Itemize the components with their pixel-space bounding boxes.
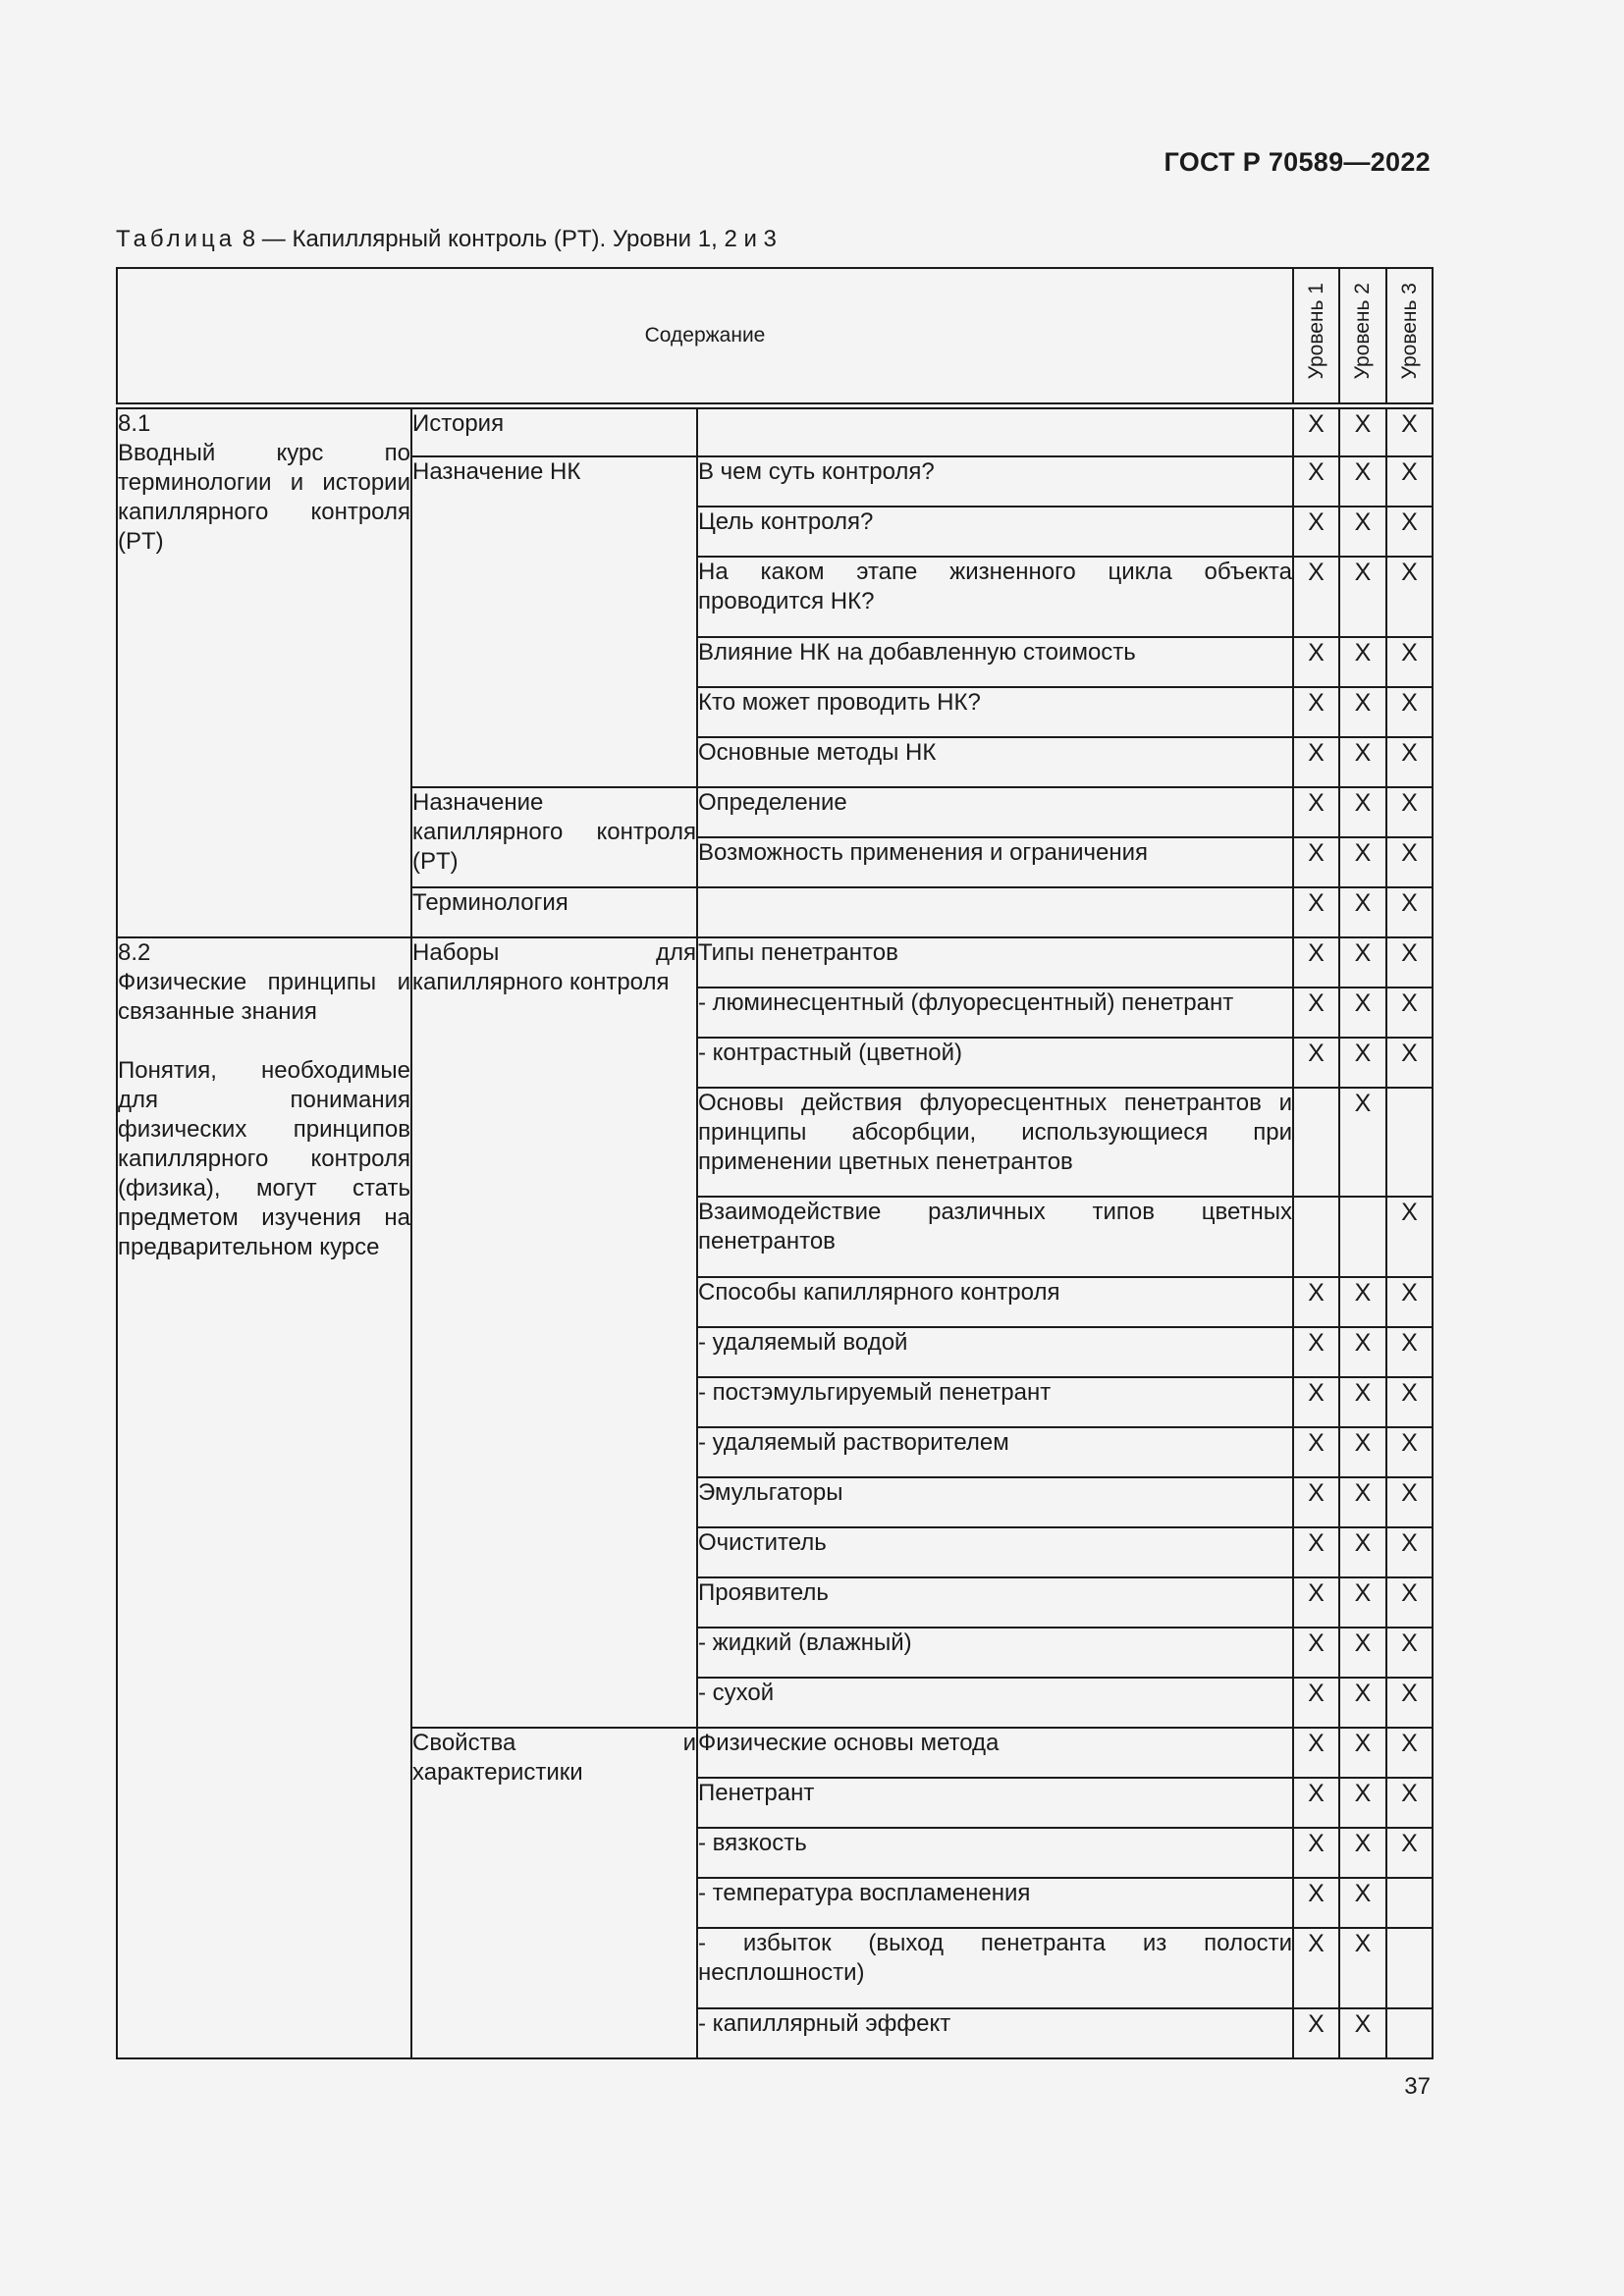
subtopic-cell: Пенетрант bbox=[697, 1778, 1293, 1828]
level-2-mark: X bbox=[1339, 1628, 1386, 1678]
level-1-mark: X bbox=[1293, 1277, 1339, 1327]
level-1-mark: X bbox=[1293, 1928, 1339, 2008]
table-row bbox=[117, 406, 1433, 456]
level-3-mark: X bbox=[1386, 637, 1433, 687]
level-1-mark: X bbox=[1293, 1577, 1339, 1628]
level-2-mark: X bbox=[1339, 1477, 1386, 1527]
subtopic-cell: Возможность применения и ограничения bbox=[697, 837, 1293, 887]
level-1-mark bbox=[1293, 1197, 1339, 1277]
level-3-mark bbox=[1386, 1088, 1433, 1197]
subtopic-cell: На каком этапе жизненного цикла объекта проводится НК? bbox=[697, 557, 1293, 637]
level-3-mark: X bbox=[1386, 937, 1433, 988]
level-3-mark: X bbox=[1386, 1527, 1433, 1577]
level-3-mark: X bbox=[1386, 507, 1433, 557]
level-3-mark: X bbox=[1386, 787, 1433, 837]
level-3-mark: X bbox=[1386, 887, 1433, 937]
table-caption bbox=[116, 226, 777, 253]
level-1-mark: X bbox=[1293, 1678, 1339, 1728]
level-3-mark: X bbox=[1386, 1828, 1433, 1878]
subtopic-cell bbox=[697, 887, 1293, 937]
level-3-mark: X bbox=[1386, 1577, 1433, 1628]
topic-cell: Свойства и характеристики bbox=[411, 1728, 697, 2058]
level-2-mark: X bbox=[1339, 507, 1386, 557]
subtopic-cell: - избыток (выход пенетранта из полости несплошности) bbox=[697, 1928, 1293, 2008]
level-2-mark: X bbox=[1339, 1577, 1386, 1628]
level-1-mark: X bbox=[1293, 2008, 1339, 2058]
table-caption-text: 8 — Капиллярный контроль (PT). Уровни 1, 2 и 3 bbox=[236, 226, 777, 252]
level-3-mark: X bbox=[1386, 1628, 1433, 1678]
subtopic-cell: В чем суть контроля? bbox=[697, 456, 1293, 507]
subtopic-cell: Очиститель bbox=[697, 1527, 1293, 1577]
subtopic-cell: - сухой bbox=[697, 1678, 1293, 1728]
level-3-mark: X bbox=[1386, 1427, 1433, 1477]
topic-cell: История bbox=[411, 406, 697, 456]
level-3-mark: X bbox=[1386, 1197, 1433, 1277]
subtopic-cell: Взаимодействие различных типов цветных пенетрантов bbox=[697, 1197, 1293, 1277]
level-3-mark: X bbox=[1386, 1038, 1433, 1088]
level-1-mark: X bbox=[1293, 1427, 1339, 1477]
subtopic-cell: - постэмульгируемый пенетрант bbox=[697, 1377, 1293, 1427]
level-1-mark: X bbox=[1293, 1038, 1339, 1088]
level-1-mark: X bbox=[1293, 837, 1339, 887]
subtopic-cell: Эмульгаторы bbox=[697, 1477, 1293, 1527]
level-3-mark bbox=[1386, 1928, 1433, 2008]
page-number: 37 bbox=[1404, 2073, 1431, 2100]
level-2-mark: X bbox=[1339, 456, 1386, 507]
level-2-mark: X bbox=[1339, 1928, 1386, 2008]
level-2-mark: X bbox=[1339, 937, 1386, 988]
table-caption-label: Таблица bbox=[116, 226, 237, 252]
subtopic-cell: - вязкость bbox=[697, 1828, 1293, 1878]
topic-cell: Наборы для капиллярного контроля bbox=[411, 937, 697, 1728]
subtopic-cell: Цель контроля? bbox=[697, 507, 1293, 557]
level-2-mark: X bbox=[1339, 1277, 1386, 1327]
section-title: Вводный курс по терминологии и истории капиллярного контроля (PT) bbox=[118, 440, 410, 555]
subtopic-cell: Основные методы НК bbox=[697, 737, 1293, 787]
level-1-mark: X bbox=[1293, 1778, 1339, 1828]
level-1-mark: X bbox=[1293, 1828, 1339, 1878]
level-3-mark: X bbox=[1386, 737, 1433, 787]
level-2-mark: X bbox=[1339, 2008, 1386, 2058]
topic-cell: Терминология bbox=[411, 887, 697, 937]
topic-cell: Назначение НК bbox=[411, 456, 697, 787]
level-3-mark: X bbox=[1386, 1678, 1433, 1728]
level-1-mark: X bbox=[1293, 1377, 1339, 1427]
topic-cell: Назначение капиллярного контроля (PT) bbox=[411, 787, 697, 887]
level-3-mark: X bbox=[1386, 1377, 1433, 1427]
level-2-mark: X bbox=[1339, 1878, 1386, 1928]
level-3-mark bbox=[1386, 1878, 1433, 1928]
level-2-mark: X bbox=[1339, 1728, 1386, 1778]
level-1-mark: X bbox=[1293, 787, 1339, 837]
level-2-mark: X bbox=[1339, 1828, 1386, 1878]
subtopic-cell: - контрастный (цветной) bbox=[697, 1038, 1293, 1088]
level-2-mark: X bbox=[1339, 837, 1386, 887]
level-3-mark: X bbox=[1386, 1477, 1433, 1527]
level-1-mark: X bbox=[1293, 557, 1339, 637]
level-3-mark: X bbox=[1386, 456, 1433, 507]
level-2-mark: X bbox=[1339, 1327, 1386, 1377]
level-1-mark: X bbox=[1293, 1327, 1339, 1377]
level-2-mark: X bbox=[1339, 687, 1386, 737]
section-cell bbox=[117, 937, 411, 2058]
level-1-mark: X bbox=[1293, 687, 1339, 737]
level-3-mark: X bbox=[1386, 1327, 1433, 1377]
level-1-mark: X bbox=[1293, 1477, 1339, 1527]
level-3-mark: X bbox=[1386, 406, 1433, 456]
subtopic-cell: Проявитель bbox=[697, 1577, 1293, 1628]
level-1-mark: X bbox=[1293, 637, 1339, 687]
level-3-mark bbox=[1386, 2008, 1433, 2058]
table-row bbox=[117, 937, 1433, 988]
level-1-mark: X bbox=[1293, 887, 1339, 937]
level-2-mark: X bbox=[1339, 557, 1386, 637]
level-3-mark: X bbox=[1386, 988, 1433, 1038]
level-3-header: Уровень 3 bbox=[1386, 268, 1433, 406]
subtopic-cell: Физические основы метода bbox=[697, 1728, 1293, 1778]
level-3-mark: X bbox=[1386, 837, 1433, 887]
subtopic-cell: Кто может проводить НК? bbox=[697, 687, 1293, 737]
section-title: Физические принципы и связанные знания bbox=[118, 968, 410, 1025]
subtopic-cell: - температура воспламенения bbox=[697, 1878, 1293, 1928]
level-2-mark: X bbox=[1339, 637, 1386, 687]
level-2-mark: X bbox=[1339, 1527, 1386, 1577]
section-number: 8.2 bbox=[118, 938, 151, 966]
subtopic-cell: Основы действия флуоресцентных пенетрантов и принципы абсорбции, использующиеся при применении цветных пенетрантов bbox=[697, 1088, 1293, 1197]
subtopic-cell: Определение bbox=[697, 787, 1293, 837]
level-2-mark: X bbox=[1339, 1038, 1386, 1088]
table-header-row bbox=[117, 268, 1433, 406]
level-1-header: Уровень 1 bbox=[1293, 268, 1339, 406]
level-2-mark: X bbox=[1339, 1427, 1386, 1477]
subtopic-cell: Влияние НК на добавленную стоимость bbox=[697, 637, 1293, 687]
subtopic-cell: - люминесцентный (флуоресцентный) пенетрант bbox=[697, 988, 1293, 1038]
level-2-mark bbox=[1339, 1197, 1386, 1277]
subtopic-cell: Типы пенетрантов bbox=[697, 937, 1293, 988]
level-2-mark: X bbox=[1339, 887, 1386, 937]
subtopic-cell: - капиллярный эффект bbox=[697, 2008, 1293, 2058]
level-1-mark: X bbox=[1293, 1527, 1339, 1577]
level-2-header: Уровень 2 bbox=[1339, 268, 1386, 406]
table-body bbox=[117, 406, 1433, 2058]
level-1-mark: X bbox=[1293, 988, 1339, 1038]
level-3-mark: X bbox=[1386, 1778, 1433, 1828]
document-code: ГОСТ Р 70589—2022 bbox=[1164, 147, 1431, 177]
level-2-mark: X bbox=[1339, 988, 1386, 1038]
level-2-mark: X bbox=[1339, 1678, 1386, 1728]
level-2-mark: X bbox=[1339, 737, 1386, 787]
level-1-mark: X bbox=[1293, 1878, 1339, 1928]
subtopic-cell: Способы капиллярного контроля bbox=[697, 1277, 1293, 1327]
subtopic-cell: - удаляемый водой bbox=[697, 1327, 1293, 1377]
level-2-mark: X bbox=[1339, 406, 1386, 456]
subtopic-cell: - жидкий (влажный) bbox=[697, 1628, 1293, 1678]
level-3-mark: X bbox=[1386, 1728, 1433, 1778]
level-2-mark: X bbox=[1339, 787, 1386, 837]
level-2-mark: X bbox=[1339, 1377, 1386, 1427]
level-2-mark: X bbox=[1339, 1778, 1386, 1828]
level-1-mark: X bbox=[1293, 937, 1339, 988]
level-1-mark: X bbox=[1293, 1728, 1339, 1778]
subtopic-cell: - удаляемый растворителем bbox=[697, 1427, 1293, 1477]
section-note: Понятия, необходимые для понимания физических принципов капиллярного контроля (физика), могут стать предметом изучения на предварительном курсе bbox=[118, 1056, 410, 1260]
section-cell bbox=[117, 406, 411, 937]
level-1-mark bbox=[1293, 1088, 1339, 1197]
subtopic-cell bbox=[697, 406, 1293, 456]
level-3-mark: X bbox=[1386, 687, 1433, 737]
level-1-mark: X bbox=[1293, 456, 1339, 507]
level-3-mark: X bbox=[1386, 1277, 1433, 1327]
level-2-mark: X bbox=[1339, 1088, 1386, 1197]
level-1-mark: X bbox=[1293, 737, 1339, 787]
level-1-mark: X bbox=[1293, 406, 1339, 456]
content-header: Содержание bbox=[117, 268, 1293, 406]
section-number: 8.1 bbox=[118, 410, 151, 437]
level-3-mark: X bbox=[1386, 557, 1433, 637]
level-1-mark: X bbox=[1293, 1628, 1339, 1678]
requirements-table bbox=[116, 267, 1434, 2059]
level-1-mark: X bbox=[1293, 507, 1339, 557]
